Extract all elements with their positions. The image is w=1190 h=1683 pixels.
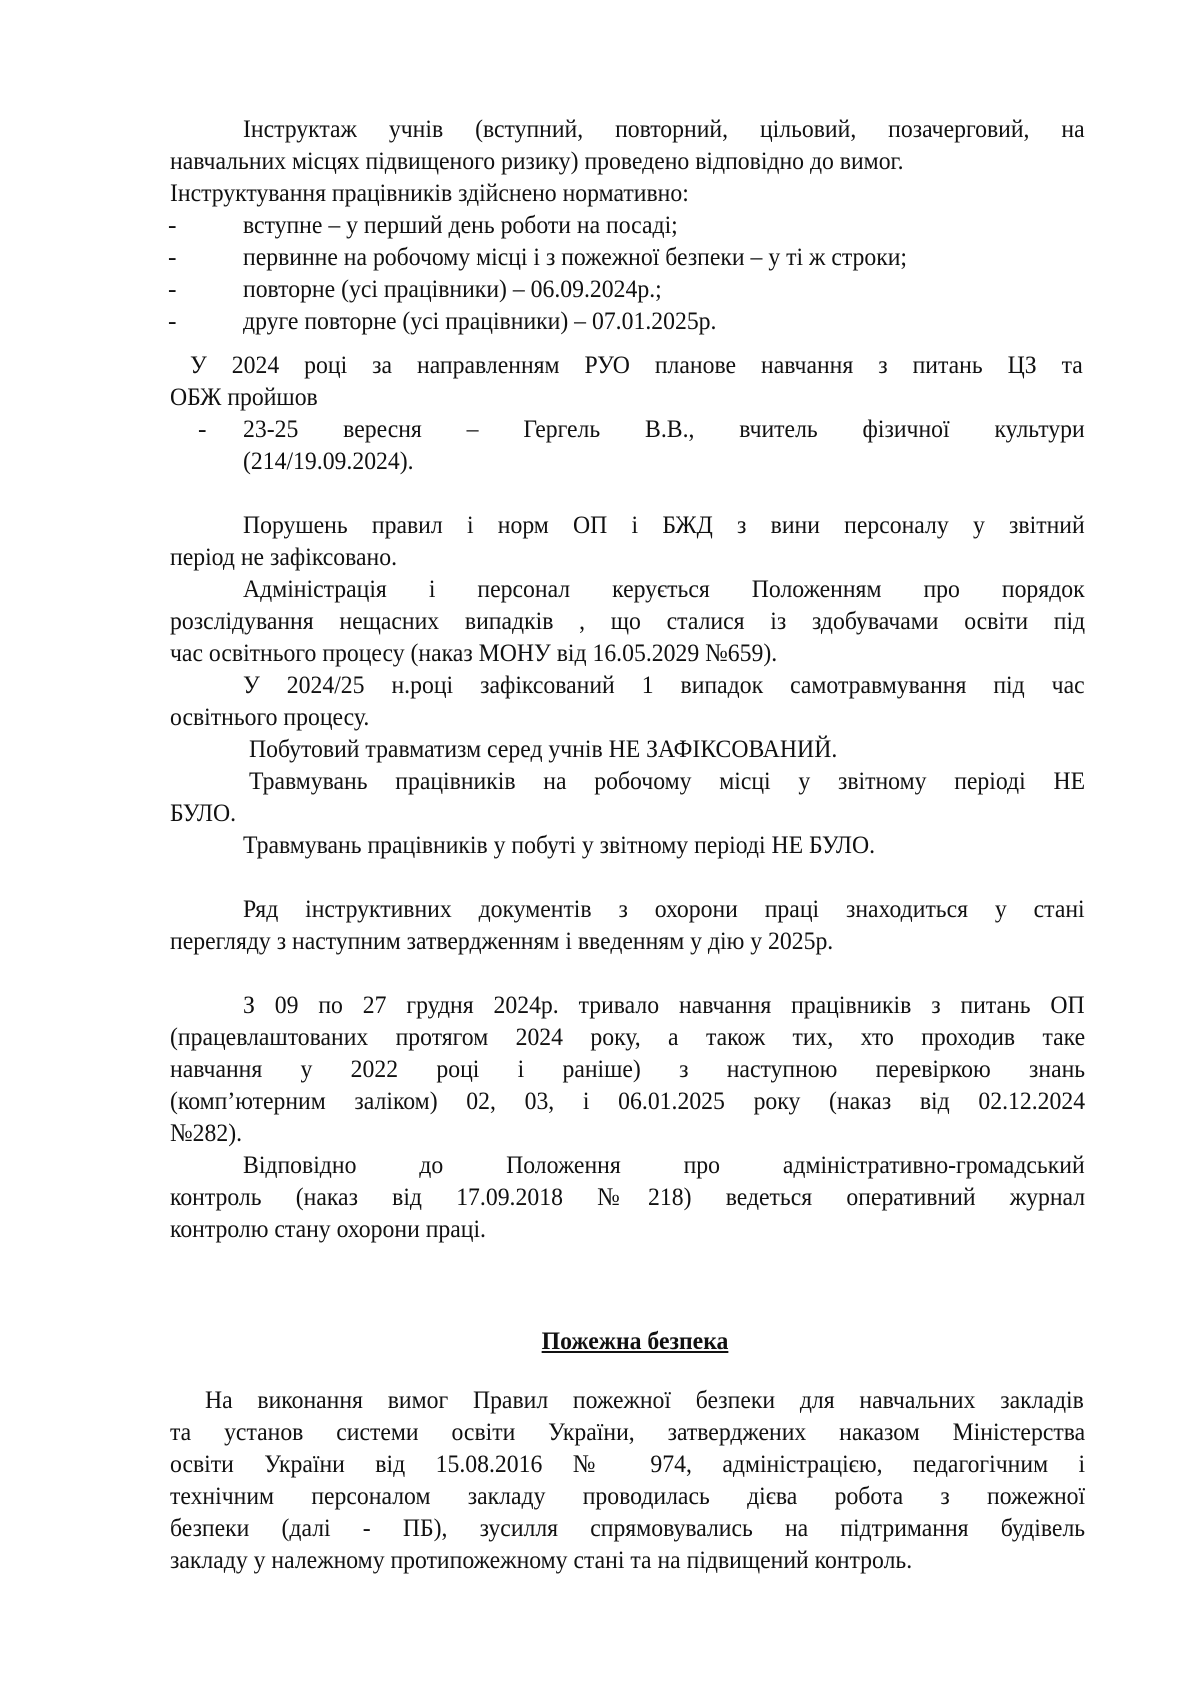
workplace-injury-line-1: Травмувань працівників на робочому місці у звітному періоді НЕ	[249, 766, 1086, 795]
control-line-2: контроль (наказ від 17.09.2018 №218) ведеться оперативний журнал	[170, 1182, 1086, 1211]
training-item-line-1: 23-25 вересня – Гергель В.В., вчитель фізичної культури	[243, 414, 1085, 443]
workplace-injury-line-2: БУЛО.	[170, 798, 237, 827]
fire-safety-line-2: та установ системи освіти України, затверджених наказом Міністерства	[170, 1417, 1086, 1446]
list-dash: -	[168, 306, 177, 335]
briefing-item-second-repeat: друге повторне (усі працівники) – 07.01.2025р.	[243, 306, 717, 335]
briefing-intro: Інструктування працівників здійснено нормативно:	[170, 178, 689, 207]
fire-safety-line-6: закладу у належному протипожежному стані та на підвищений контроль.	[170, 1545, 913, 1574]
administration-line-3: час освітнього процесу (наказ МОНУ від 16.05.2029 №659).	[170, 638, 778, 667]
briefing-item-repeat: повторне (усі працівники) – 06.09.2024р.;	[243, 274, 662, 303]
op-training-line-5: №282).	[170, 1118, 243, 1147]
documents-review-line-1: Ряд інструктивних документів з охорони праці знаходиться у стані	[243, 894, 1085, 923]
op-training-line-3: навчання у 2022 році і раніше) з наступною перевіркою знань	[170, 1054, 1086, 1083]
fire-safety-line-3: освіти України від 15.08.2016 № 974, адміністрацією, педагогічним і	[170, 1449, 1086, 1478]
violations-line-1: Порушень правил і норм ОП і БЖД з вини персоналу у звітний	[243, 510, 1085, 539]
incident-line-2: освітнього процесу.	[170, 702, 370, 731]
list-dash: -	[168, 274, 177, 303]
control-line-1: Відповідно до Положення про адміністративно-громадський	[243, 1150, 1085, 1179]
fire-safety-line-4: технічним персоналом закладу проводилась дієва робота з пожежної	[170, 1481, 1086, 1510]
administration-line-1: Адміністрація і персонал керується Положенням про порядок	[243, 574, 1085, 603]
list-dash: -	[198, 414, 207, 443]
violations-line-2: період не зафіксовано.	[170, 542, 398, 571]
op-training-line-1: З 09 по 27 грудня 2024р. тривало навчання працівників з питань ОП	[243, 990, 1085, 1019]
fire-safety-heading: Пожежна безпека	[541, 1326, 729, 1355]
incident-line-1: У 2024/25 н.році зафіксований 1 випадок самотравмування під час	[243, 670, 1085, 699]
op-training-line-4: (комп’ютерним заліком) 02, 03, і 06.01.2025 року (наказ від 02.12.2024	[170, 1086, 1086, 1115]
list-dash: -	[168, 210, 177, 239]
fire-safety-line-5: безпеки (далі - ПБ), зусилля спрямовувались на підтримання будівель	[170, 1513, 1086, 1542]
training-item-line-2: (214/19.09.2024).	[243, 446, 414, 475]
control-line-3: контролю стану охорони праці.	[170, 1214, 486, 1243]
briefing-item-introductory: вступне – у перший день роботи на посаді;	[243, 210, 678, 239]
training-paragraph-line-1: У 2024 році за направленням РУО планове навчання з питань ЦЗ та	[190, 350, 1083, 379]
briefing-item-primary: первинне на робочому місці і з пожежної безпеки – у ті ж строки;	[243, 242, 908, 271]
op-training-line-2: (працевлаштованих протягом 2024 року, а також тих, хто проходив таке	[170, 1022, 1086, 1051]
home-injury-statement: Травмувань працівників у побуті у звітному періоді НЕ БУЛО.	[243, 830, 876, 859]
documents-review-line-2: перегляду з наступним затвердженням і введенням у дію у 2025р.	[170, 926, 834, 955]
fire-safety-line-1: На виконання вимог Правил пожежної безпеки для навчальних закладів	[205, 1385, 1084, 1414]
instruction-paragraph-line-1: Інструктаж учнів (вступний, повторний, цільовий, позачерговий, на	[243, 114, 1085, 143]
list-dash: -	[168, 242, 177, 271]
domestic-injury-statement: Побутовий травматизм серед учнів НЕ ЗАФІКСОВАНИЙ.	[249, 734, 838, 763]
administration-line-2: розслідування нещасних випадків , що сталися із здобувачами освіти під	[170, 606, 1086, 635]
instruction-paragraph-line-2: навчальних місцях підвищеного ризику) проведено відповідно до вимог.	[170, 146, 904, 175]
training-paragraph-line-2: ОБЖ пройшов	[170, 382, 318, 411]
